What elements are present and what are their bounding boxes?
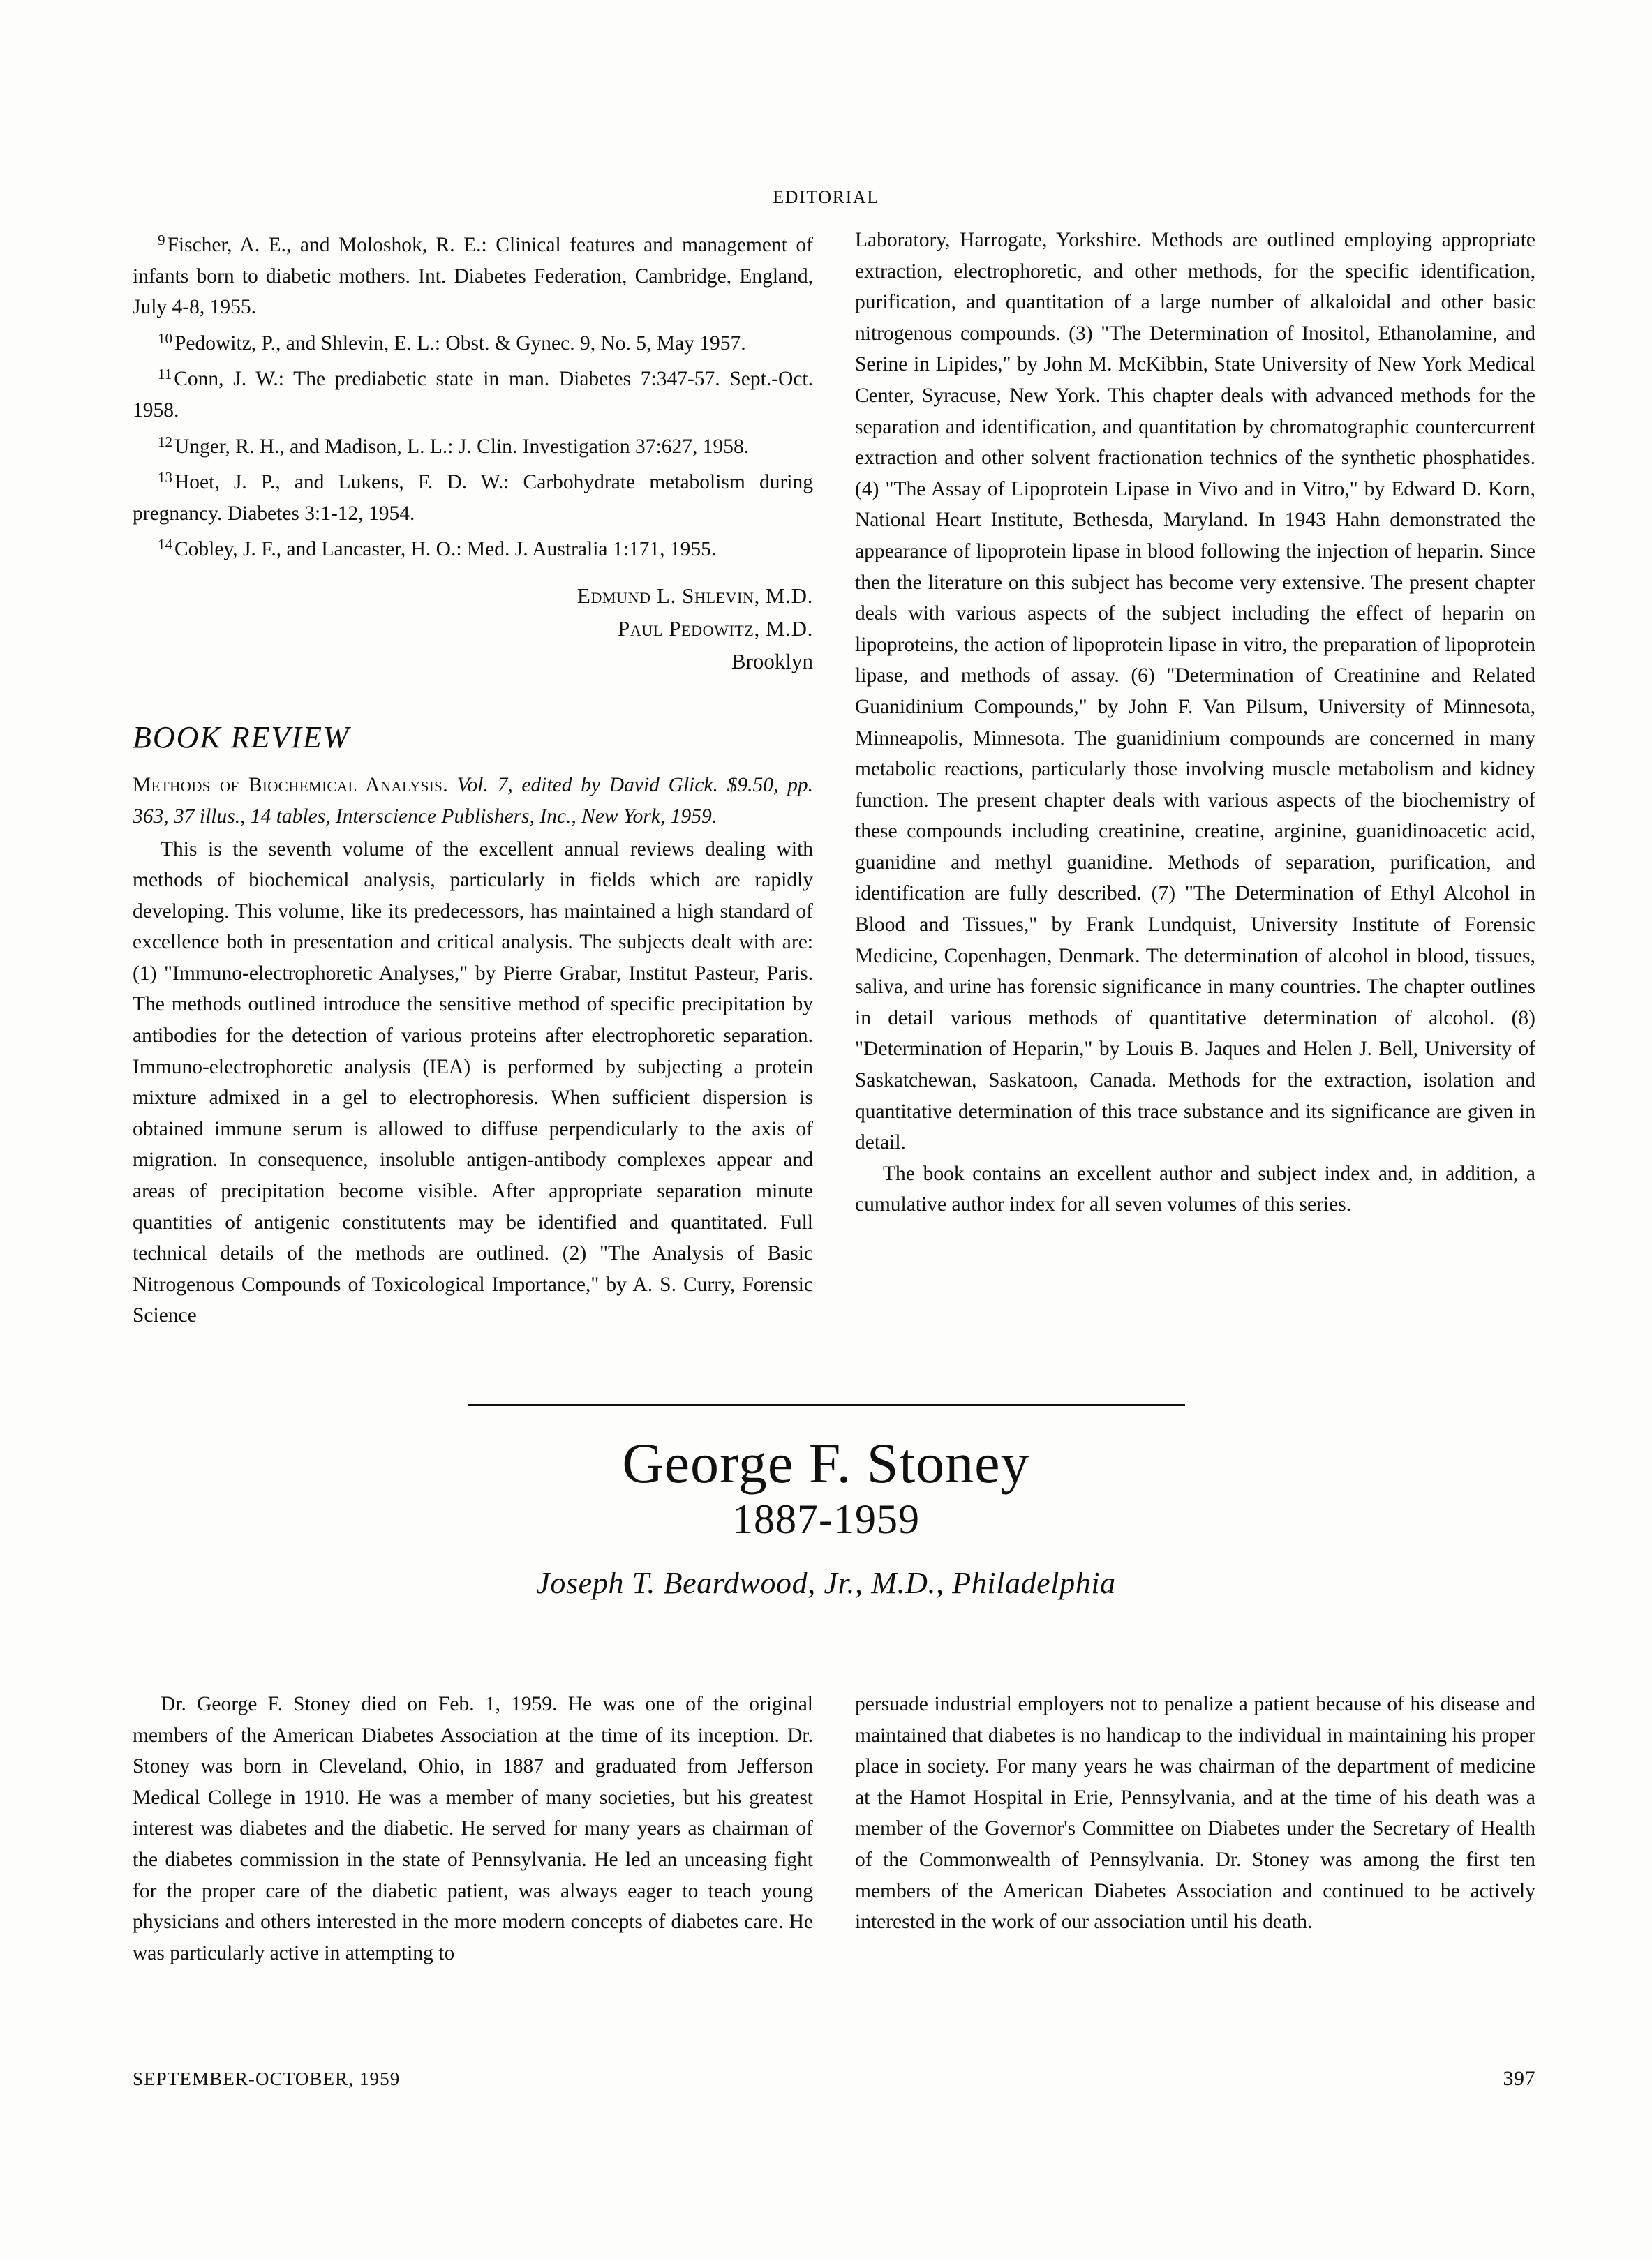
reference-item xyxy=(133,462,813,529)
reference-item xyxy=(133,359,813,426)
reference-text: Hoet, J. P., and Lukens, F. D. W.: Carbohydrate metabolism during pregnancy. Diabetes 3:1-12, 1954. xyxy=(133,471,813,525)
reference-number: 14 xyxy=(158,536,172,553)
signature-author-1: Edmund L. Shlevin, M.D. xyxy=(576,583,813,608)
book-citation-title: Methods of Biochemical Analysis. xyxy=(133,774,449,797)
reference-text: Conn, J. W.: The prediabetic state in man. Diabetes 7:347-57. Sept.-Oct. 1958. xyxy=(133,368,813,421)
reference-number: 12 xyxy=(158,433,172,450)
book-review-paragraph-part-2: Laboratory, Harrogate, Yorkshire. Methods are outlined employing appropriate extraction, electrophoretic, and other methods, for the specific identification, purification, and quantitation of a large number of alkaloidal and other basic nitrogenous compounds. (3) "The Determination of Inositol, Ethanolamine, and Serine in Lipides," by John M. McKibbin, State University of New York Medical Center, Syracuse, New York. This chapter deals with advanced methods for the separation and identification, and quantitation by chromatographic countercurrent extraction and other solvent fractionation technics of the synthetic phosphatides. (4) "The Assay of Lipoprotein Lipase in Vivo and in Vitro," by Edward D. Korn, National Heart Institute, Bethesda, Maryland. In 1943 Hahn demonstrated the appearance of lipoprotein lipase in blood following the injection of heparin. Since then the literature on this subject has become very extensive. The present chapter deals with various aspects of the subject including the effect of heparin on lipoproteins, the action of lipoprotein lipase in vitro, the preparation of lipoprotein lipase, and methods of assay. (6) "Determination of Creatinine and Related Guanidinium Compounds," by John F. Van Pilsum, University of Minnesota, Minneapolis, Minnesota. The guanidinium compounds are concerned in many metabolic reactions, particularly those involving muscle metabolism and kidney function. The present chapter deals with various aspects of the biochemistry of these compounds including creatinine, creatine, arginine, guanidinoacetic acid, guanidine and methyl guanidine. Methods of separation, purification, and identification are fully described. (7) "The Determination of Ethyl Alcohol in Blood and Tissues," by Frank Lundquist, University Institute of Forensic Medicine, Copenhagen, Denmark. The determination of alcohol in blood, tissues, saliva, and urine has forensic significance in many countries. The chapter outlines in detail various methods of quantitative determination of alcohol. (8) "Determination of Heparin," by Louis B. Jaques and Helen J. Bell, University of Saskatchewan, Saskatoon, Canada. Methods for the extraction, isolation and quantitative determination of this trace substance and its significance are given in detail. xyxy=(855,229,1535,1154)
reference-item xyxy=(133,529,813,565)
reference-number: 11 xyxy=(158,366,172,383)
running-head: EDITORIAL xyxy=(773,187,879,207)
top-column-left xyxy=(133,225,813,1331)
page-footer xyxy=(133,2067,1535,2091)
book-citation xyxy=(133,770,813,832)
book-review-paragraph-part-1: This is the seventh volume of the excellent annual reviews dealing with methods of biochemical analysis, particularly in fields which are rapidly developing. This volume, like its predecessors, has maintained a high standard of excellence both in presentation and critical analysis. The subjects dealt with are: (1) "Immuno-electrophoretic Analyses," by Pierre Grabar, Institut Pasteur, Paris. The methods outlined introduce the sensitive method of specific precipitation by antibodies for the detection of various proteins after electrophoretic separation. Immuno-electrophoretic analysis (IEA) is performed by subjecting a protein mixture admixed in a gel to electrophoresis. When sufficient dispersion is obtained immune serum is allowed to diffuse perpendicularly to the axis of migration. In consequence, insoluble antigen-antibody complexes appear and areas of precipitation become visible. After appropriate separation minute quantities of antigenic constitutents may be identified and quantitated. Full technical details of the methods are outlined. (2) "The Analysis of Basic Nitrogenous Compounds of Toxicological Importance," by A. S. Curry, Forensic Science xyxy=(133,837,813,1327)
section-divider xyxy=(468,1404,1185,1406)
obituary-masthead xyxy=(0,1431,1652,1601)
book-review-heading: BOOK REVIEW xyxy=(133,719,350,754)
obituary-years: 1887-1959 xyxy=(732,1495,920,1542)
reference-text: Pedowitz, P., and Shlevin, E. L.: Obst. & Gynec. 9, No. 5, May 1957. xyxy=(174,331,746,355)
obituary-column-right xyxy=(855,1689,1535,1969)
editorial-signature xyxy=(133,579,813,678)
obituary-name: George F. Stoney xyxy=(622,1431,1030,1495)
obituary-byline: Joseph T. Beardwood, Jr., M.D., Philadelphia xyxy=(536,1566,1116,1601)
obituary-body-part-1: Dr. George F. Stoney died on Feb. 1, 1959. He was one of the original members of the American Diabetes Association at the time of its inception. Dr. Stoney was born in Cleveland, Ohio, in 1887 and graduated from Jefferson Medical College in 1910. He was a member of many societies, but his greatest interest was diabetes and the diabetic. He served for many years as chairman of the diabetes commission in the state of Pennsylvania. He led an unceasing fight for the proper care of the diabetic patient, was always eager to teach young physicians and others interested in the more modern concepts of diabetes care. He was particularly active in attempting to xyxy=(133,1693,813,1964)
obituary-columns xyxy=(133,1689,1535,1969)
reference-number: 9 xyxy=(158,232,165,248)
top-column-right xyxy=(855,225,1535,1331)
signature-author-2: Paul Pedowitz, M.D. xyxy=(618,615,813,641)
reference-item xyxy=(133,323,813,359)
top-columns xyxy=(133,225,1535,1331)
reference-text: Cobley, J. F., and Lancaster, H. O.: Med. J. Australia 1:171, 1955. xyxy=(174,538,717,561)
page-number: 397 xyxy=(1503,2067,1535,2090)
issue-date: SEPTEMBER-OCTOBER, 1959 xyxy=(133,2068,401,2089)
signature-city: Brooklyn xyxy=(731,648,813,673)
book-citation-details: Vol. 7, edited by David Glick. $9.50, pp. 363, 37 illus., 14 tables, Interscience Publishers, Inc., New York, 1959. xyxy=(133,774,813,828)
obituary-body-part-2: persuade industrial employers not to penalize a patient because of his disease and maintained that diabetes is no handicap to the individual in maintaining his proper place in society. For many years he was chairman of the department of medicine at the Hamot Hospital in Erie, Pennsylvania, and at the time of his death was a member of the Governor's Committee on Diabetes under the Secretary of Health of the Commonwealth of Pennsylvania. Dr. Stoney was among the first ten members of the American Diabetes Association and continued to be actively interested in the work of our association until his death. xyxy=(855,1693,1535,1934)
reference-text: Unger, R. H., and Madison, L. L.: J. Clin. Investigation 37:627, 1958. xyxy=(174,435,750,458)
book-review-closing-paragraph: The book contains an excellent author and subject index and, in addition, a cumulative author index for all seven volumes of this series. xyxy=(855,1162,1535,1216)
obituary-column-left xyxy=(133,1689,813,1969)
reference-text: Fischer, A. E., and Moloshok, R. E.: Clinical features and management of infants born to diabetic mothers. Int. Diabetes Federation, Cambridge, England, July 4-8, 1955. xyxy=(133,234,813,319)
reference-number: 13 xyxy=(158,469,172,486)
reference-item xyxy=(133,225,813,323)
reference-number: 10 xyxy=(158,329,172,347)
reference-item xyxy=(133,426,813,463)
